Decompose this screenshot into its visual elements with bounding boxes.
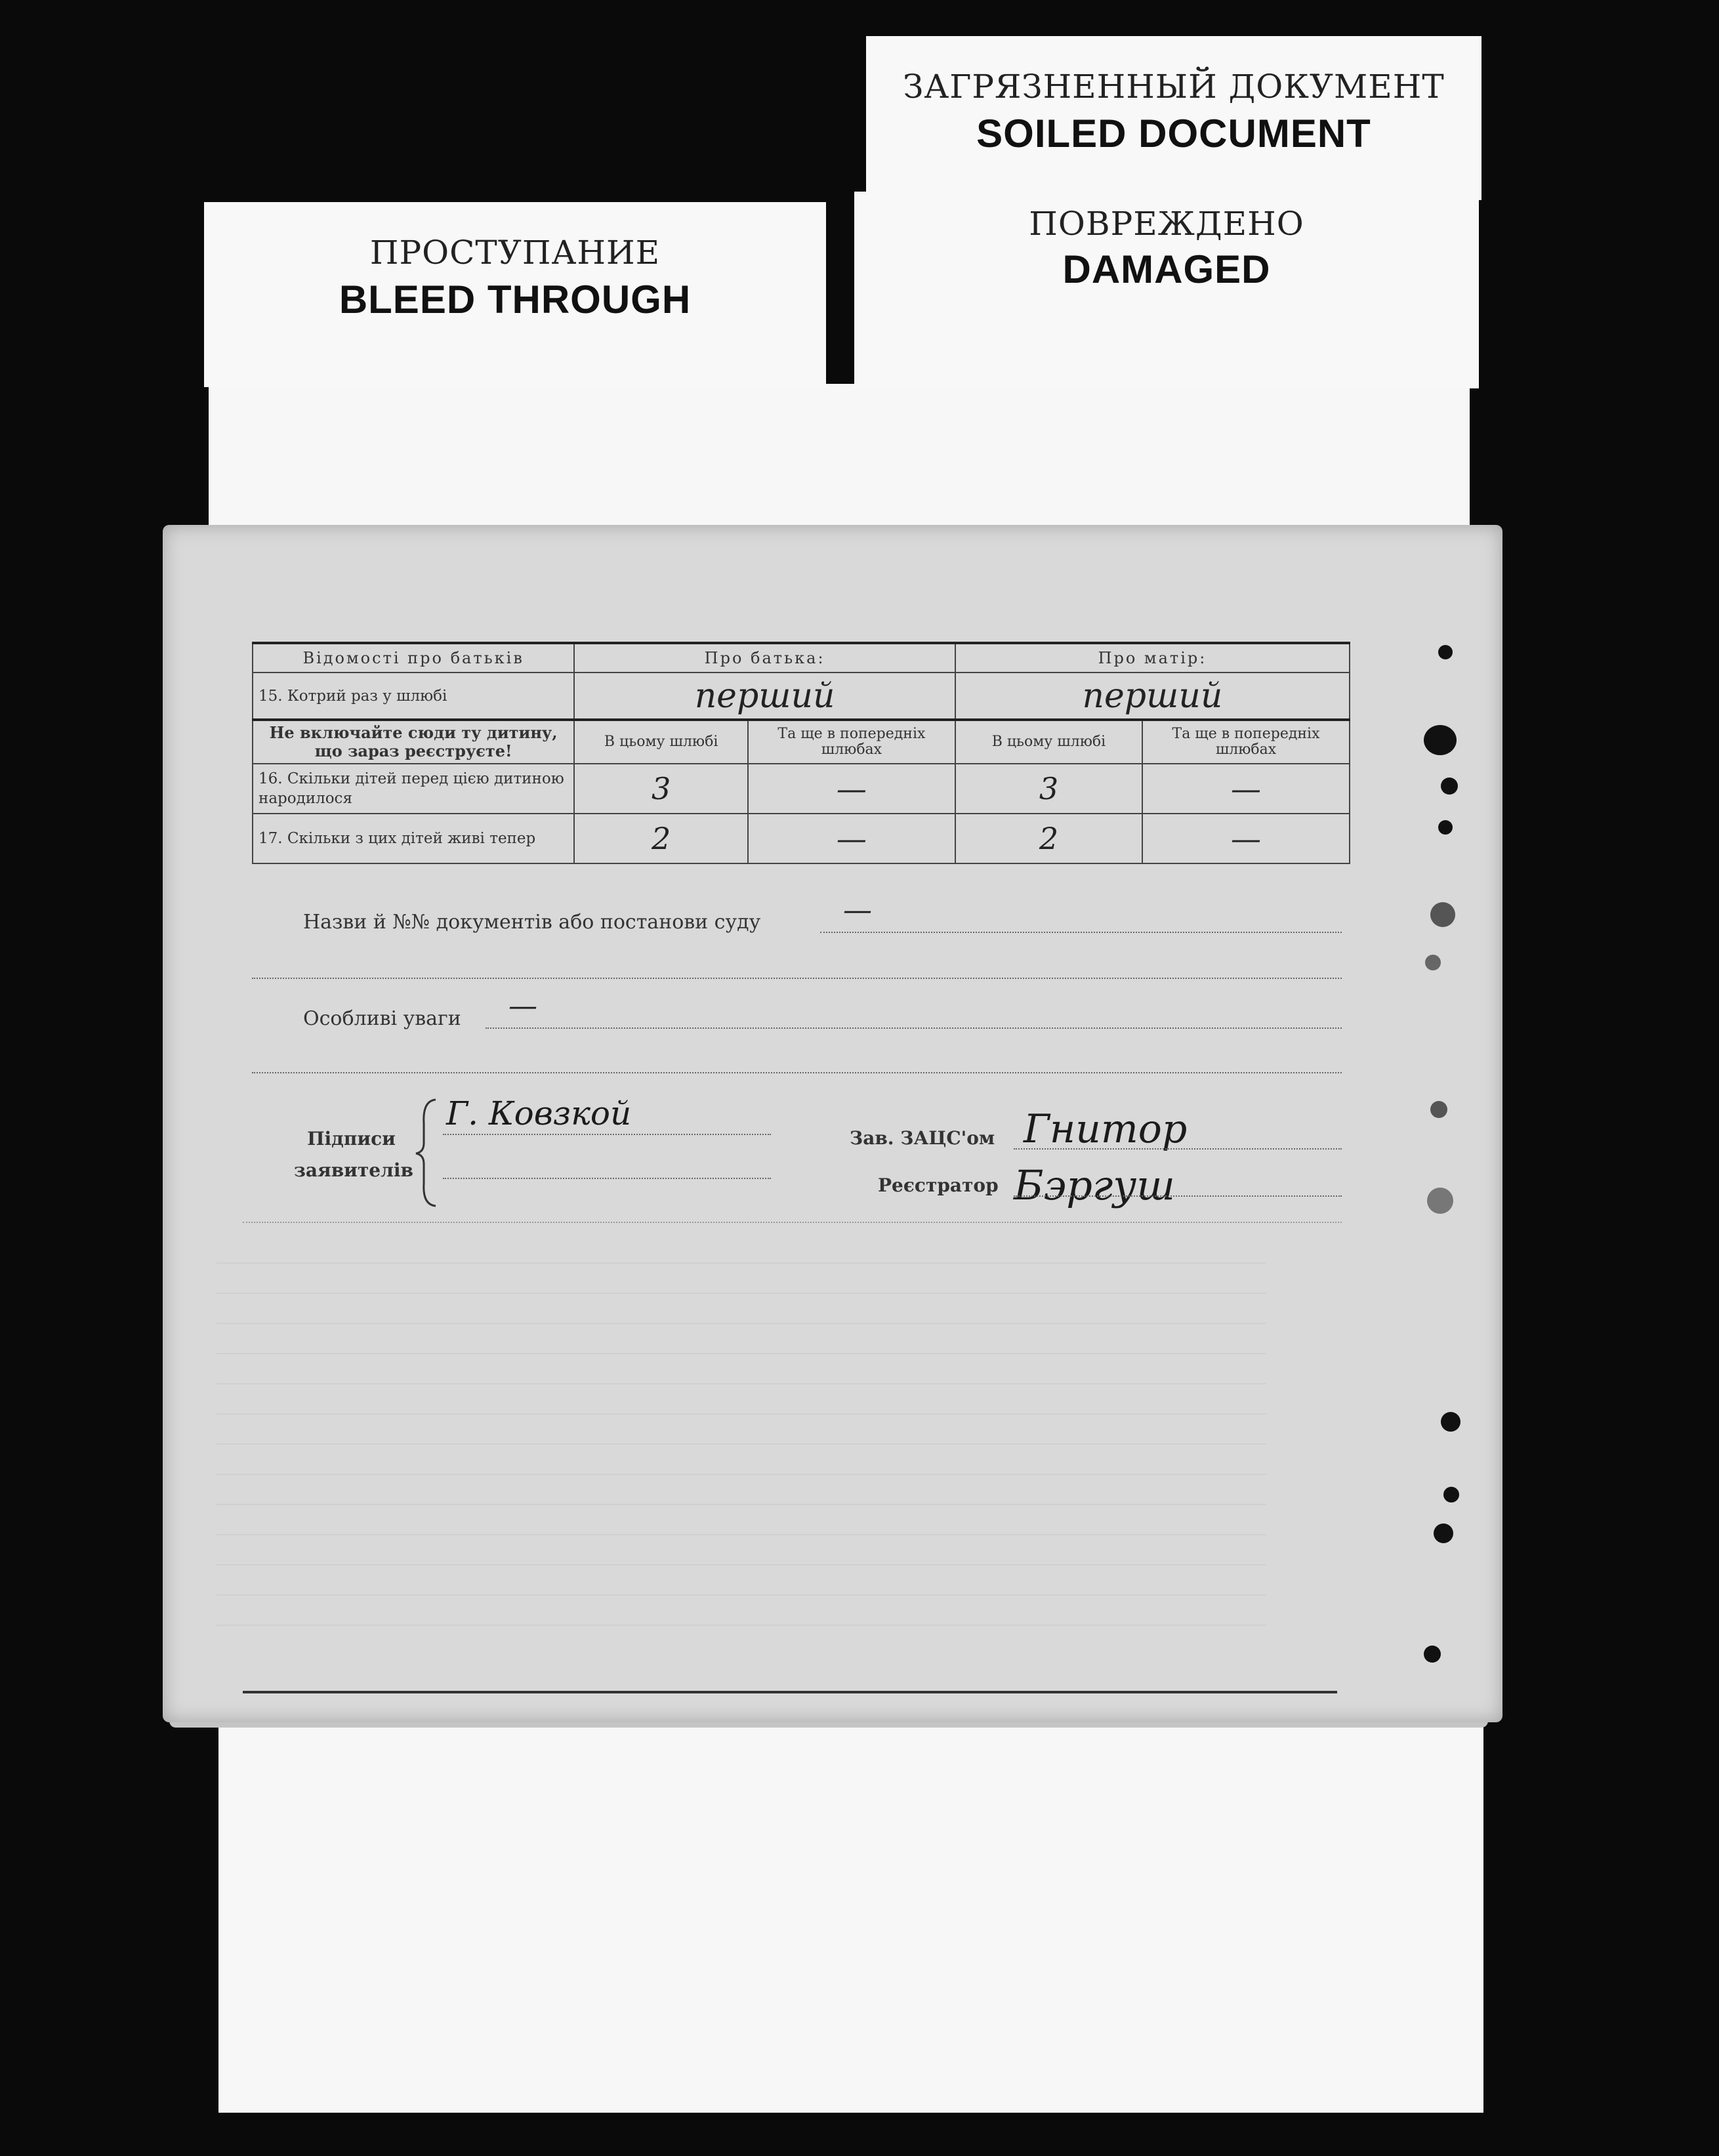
row15-mother-value: перший <box>955 673 1350 720</box>
binding-hole <box>1438 645 1453 659</box>
damaged-en-text: DAMAGED <box>1062 247 1271 291</box>
bottom-rule <box>243 1691 1337 1693</box>
binding-hole <box>1430 1101 1447 1118</box>
bleed-en-text: BLEED THROUGH <box>339 278 692 321</box>
binding-hole <box>1438 820 1453 835</box>
father-this-marriage-header: В цьому шлюбі <box>574 720 748 764</box>
damaged-card <box>854 192 1479 388</box>
head-label: Зав. ЗАЦС'ом <box>850 1127 995 1149</box>
father-previous-marriages-header: Та ще в попередніх шлюбах <box>748 720 955 764</box>
documents-line <box>820 932 1342 933</box>
row16-label: 16. Скільки дітей перед цією дитиною народилося <box>253 764 574 814</box>
bottom-backing-sheet <box>218 1706 1483 2113</box>
documents-line-2 <box>252 978 1342 979</box>
binding-hole <box>1427 1188 1453 1214</box>
binding-hole <box>1430 902 1455 927</box>
exclude-child-note: Не включайте сюди ту дитину, що зараз реєструєте! <box>253 720 574 764</box>
binding-hole <box>1441 777 1458 795</box>
signatures-label-1: Підписи <box>307 1128 396 1150</box>
applicant-signature: Г. Ковзкой <box>446 1094 632 1132</box>
soiled-ru-text: ЗАГРЯЗНЕННЫЙ ДОКУМЕНТ <box>903 68 1445 106</box>
bleed-through-ghost-area <box>217 1233 1266 1627</box>
row17-label: 17. Скільки з цих дітей живі тепер <box>253 814 574 863</box>
row17-mother-this: 2 <box>955 814 1142 863</box>
row16-father-prev: — <box>748 764 955 814</box>
head-signature: Гнитор <box>1024 1106 1188 1152</box>
row15-label: 15. Котрий раз у шлюбі <box>253 673 574 720</box>
remarks-label: Особливі уваги <box>303 1007 461 1030</box>
binding-hole <box>1434 1524 1453 1543</box>
soiled-document-card <box>866 36 1481 200</box>
soiled-en-text: SOILED DOCUMENT <box>976 112 1371 155</box>
binding-hole <box>1424 725 1457 755</box>
row15-father-value: перший <box>574 673 955 720</box>
row16-father-this: 3 <box>574 764 748 814</box>
remarks-value: — <box>508 989 537 1023</box>
signatures-label-2: заявителів <box>294 1159 413 1181</box>
parents-info-table <box>252 642 1350 864</box>
remarks-line <box>486 1027 1342 1029</box>
binding-hole <box>1443 1487 1459 1503</box>
header-info: Відомості про батьків <box>253 643 574 673</box>
mother-previous-marriages-header: Та ще в попередніх шлюбах <box>1142 720 1350 764</box>
bleed-ru-text: ПРОСТУПАНИЕ <box>369 234 661 272</box>
row17-father-prev: — <box>748 814 955 863</box>
binding-hole <box>1441 1412 1460 1432</box>
head-signature-line <box>1014 1148 1342 1150</box>
signatures-brace <box>413 1097 440 1209</box>
signatures-label-block <box>294 1123 413 1186</box>
documents-value: — <box>843 894 872 927</box>
row17-mother-prev: — <box>1142 814 1350 863</box>
signature-section-separator <box>243 1222 1342 1223</box>
applicant-signature-line-2 <box>443 1178 771 1179</box>
registrar-signature-line <box>1014 1195 1342 1197</box>
row16-mother-prev: — <box>1142 764 1350 814</box>
damaged-ru-text: ПОВРЕЖДЕНО <box>1029 205 1304 243</box>
bleed-through-card <box>204 202 826 387</box>
row17-father-this: 2 <box>574 814 748 863</box>
binding-hole <box>1424 1646 1441 1663</box>
row16-mother-this: 3 <box>955 764 1142 814</box>
registrar-label: Реєстратор <box>878 1174 999 1196</box>
header-mother: Про матір: <box>955 643 1350 673</box>
registrar-signature: Бэргуш <box>1014 1161 1176 1209</box>
binding-hole <box>1425 955 1441 970</box>
documents-label: Назви й №№ документів або постанови суду <box>303 911 761 934</box>
header-father: Про батька: <box>574 643 955 673</box>
applicant-signature-line <box>443 1134 771 1135</box>
remarks-line-2 <box>252 1072 1342 1073</box>
mother-this-marriage-header: В цьому шлюбі <box>955 720 1142 764</box>
